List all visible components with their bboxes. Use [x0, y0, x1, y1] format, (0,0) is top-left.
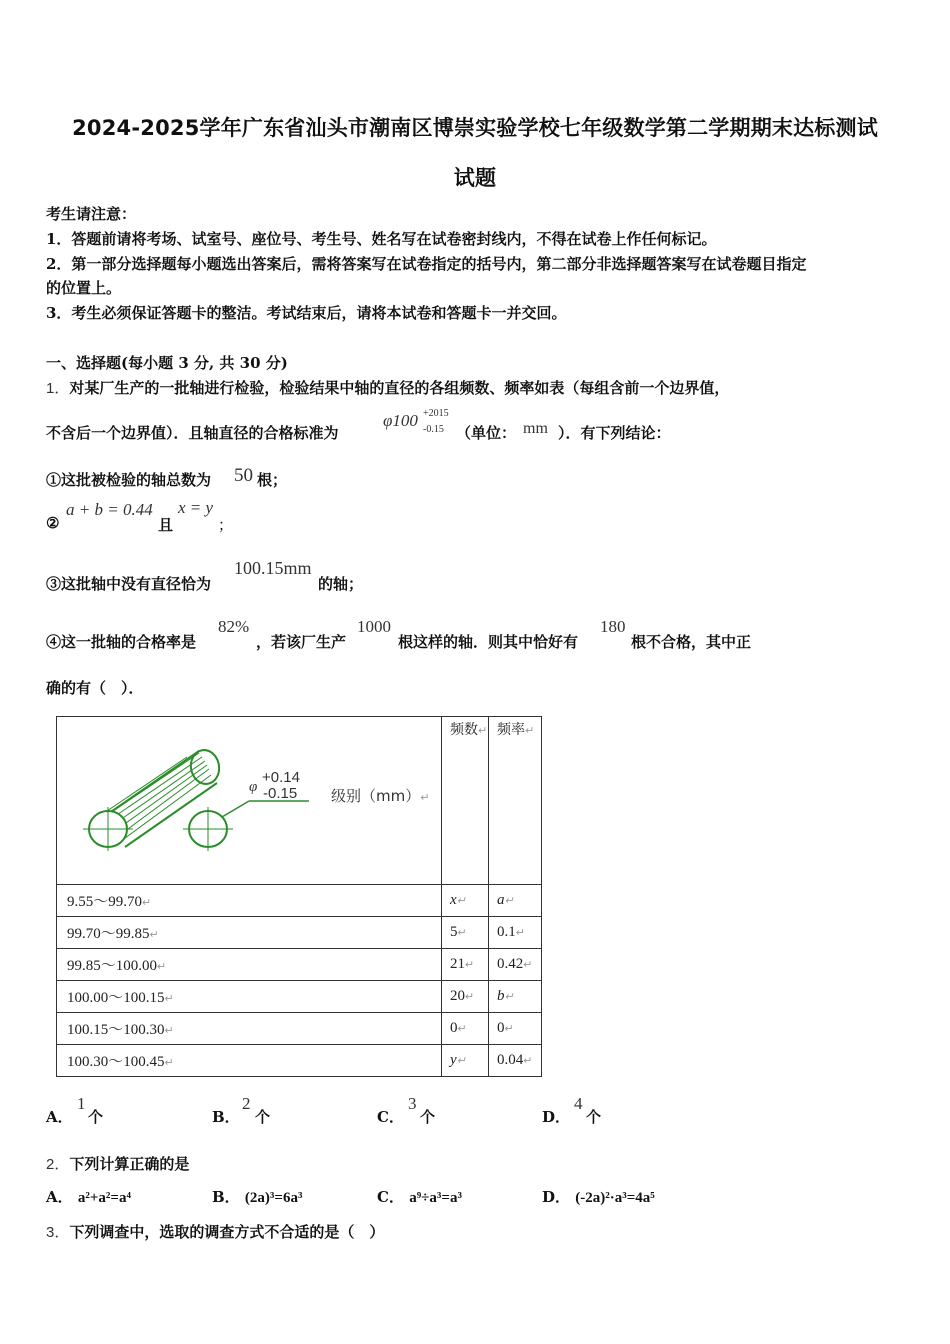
conclusion-1: ①这批被检验的轴总数为 [46, 471, 212, 489]
standard-upper-tol: +2015 [423, 408, 449, 419]
diameter-value: 100.15mm [234, 558, 312, 578]
equation-x-eq-y: x = y [178, 498, 214, 517]
conclusion-3-end: 的轴； [318, 575, 364, 593]
conclusion-4-end: 确的有（ ）． [46, 679, 144, 697]
option-letter: B． [212, 1188, 240, 1206]
conclusion-1-end: 根； [257, 471, 288, 489]
frequency-cell: 0.1↵ [489, 917, 542, 949]
table-row [57, 949, 542, 981]
question-1-line2 [46, 422, 339, 443]
tolerance-lower: -0.15 [263, 785, 298, 802]
option-b-unit: 个 [255, 1108, 271, 1126]
conclusion-4: ④这一批轴的合格率是 [46, 633, 197, 651]
phi-symbol: φ [249, 779, 258, 795]
table-row [57, 981, 542, 1013]
range-cell: 99.70～99.85↵ [57, 917, 442, 949]
frequency-cell: b↵ [489, 981, 542, 1013]
option-d-unit: 个 [586, 1108, 602, 1126]
option-a-value: 1 [77, 1094, 86, 1113]
header-frequency: 频率↵ [489, 717, 542, 885]
table-row [57, 1013, 542, 1045]
option-b[interactable] [212, 1106, 240, 1127]
unit-open: （单位： [456, 424, 517, 442]
range-cell: 100.15～100.30↵ [57, 1013, 442, 1045]
frequency-cell: 0.04↵ [489, 1045, 542, 1077]
level-label: 级别（mm）↵ [331, 787, 430, 805]
option-text: (-2a)²·a³=4a⁵ [575, 1190, 655, 1206]
option-letter: A． [46, 1108, 73, 1126]
header-count: 频数↵ [442, 717, 489, 885]
option-letter: C． [377, 1188, 404, 1206]
option-c[interactable] [377, 1106, 404, 1127]
count-cell: y↵ [442, 1045, 489, 1077]
q2-option-d[interactable] [542, 1186, 655, 1207]
count-cell: 5↵ [442, 917, 489, 949]
option-a-unit: 个 [88, 1108, 104, 1126]
option-letter: C． [377, 1108, 404, 1126]
option-text: a²+a²=a⁴ [77, 1190, 131, 1206]
question-number: 3． [46, 1224, 70, 1241]
notice-item: 2．第一部分选择题每小题选出答案后，需将答案写在试卷指定的括号内，第二部分非选择题答案写在试卷题目指定 [46, 255, 807, 273]
question-text: 不含后一个边界值）．且轴直径的合格标准为 [46, 424, 339, 442]
q2-option-a[interactable] [46, 1186, 131, 1207]
conjunction-and: 且 [158, 516, 174, 534]
frequency-cell: 0↵ [489, 1013, 542, 1045]
option-letter: D． [542, 1108, 571, 1126]
range-cell: 100.00～100.15↵ [57, 981, 442, 1013]
option-a[interactable] [46, 1106, 73, 1127]
conclusion-3: ③这批轴中没有直径恰为 [46, 575, 212, 593]
table-row [57, 1045, 542, 1077]
option-c-value: 3 [408, 1094, 417, 1113]
question-1-line1 [46, 377, 729, 398]
notice-item: 的位置上。 [46, 279, 122, 297]
notice-heading: 考生请注意： [46, 205, 137, 223]
question-number: 2． [46, 1156, 70, 1173]
unit-mm: mm [523, 420, 548, 437]
q2-option-b[interactable] [212, 1186, 302, 1207]
range-cell: 99.85～100.00↵ [57, 949, 442, 981]
production-total: 1000 [357, 617, 391, 636]
question-text: 下列调查中，选取的调查方式不合适的是（ ） [69, 1223, 385, 1241]
option-c-unit: 个 [420, 1108, 436, 1126]
question-text: 对某厂生产的一批轴进行检验，检验结果中轴的直径的各组频数、频率如表（每组含前一个边界值， [69, 379, 730, 397]
exam-title-line2: 试题 [453, 166, 497, 190]
standard-base: φ100 [383, 411, 418, 430]
frequency-cell: 0.42↵ [489, 949, 542, 981]
pass-rate: 82% [218, 617, 250, 636]
notice-item: 1．答题前请将考场、试室号、座位号、考生号、姓名写在试卷密封线内，不得在试卷上作任何标记。 [46, 230, 717, 248]
table-header-row [57, 717, 542, 885]
question-3 [46, 1221, 384, 1242]
section-heading: 一、选择题(每小题 3 分, 共 30 分) [46, 354, 288, 372]
conclusion-2-end: ； [218, 516, 234, 534]
option-d-value: 4 [574, 1094, 583, 1113]
equation-a-plus-b: a + b = 0.44 [66, 500, 153, 519]
option-b-value: 2 [242, 1094, 251, 1113]
table-row [57, 885, 542, 917]
count-cell: 0↵ [442, 1013, 489, 1045]
count-cell: x↵ [442, 885, 489, 917]
count-cell: 21↵ [442, 949, 489, 981]
question-2 [46, 1153, 189, 1174]
option-letter: D． [542, 1188, 571, 1206]
question-number: 1． [46, 380, 70, 397]
total-count: 50 [234, 465, 253, 486]
figure-cell [57, 717, 442, 885]
count-cell: 20↵ [442, 981, 489, 1013]
option-text: (2a)³=6a³ [244, 1190, 303, 1206]
conclusion-4-part4: 根不合格，其中正 [631, 633, 752, 651]
option-letter: A． [46, 1188, 73, 1206]
q2-option-c[interactable] [377, 1186, 462, 1207]
standard-lower-tol: -0.15 [423, 424, 444, 435]
unit-close: ）．有下列结论： [558, 424, 671, 442]
option-text: a⁹÷a³=a³ [409, 1190, 462, 1206]
frequency-table [56, 716, 542, 1077]
range-cell: 100.30～100.45↵ [57, 1045, 442, 1077]
notice-item: 3．考生必须保证答题卡的整洁。考试结束后，请将本试卷和答题卡一并交回。 [46, 304, 567, 322]
frequency-cell: a↵ [489, 885, 542, 917]
conclusion-4-part3: 根这样的轴．则其中恰好有 [398, 633, 579, 651]
table-row [57, 917, 542, 949]
conclusion-4-part2: ，若该厂生产 [256, 633, 347, 651]
question-text: 下列计算正确的是 [69, 1155, 190, 1173]
tolerance-upper: +0.14 [262, 769, 300, 786]
range-cell: 9.55～99.70↵ [57, 885, 442, 917]
option-d[interactable] [542, 1106, 570, 1127]
option-letter: B． [212, 1108, 240, 1126]
conclusion-2: ② [46, 514, 60, 532]
exam-title-line1: 2024-2025学年广东省汕头市潮南区博崇实验学校七年级数学第二学期期末达标测试 [72, 116, 878, 140]
defective-count: 180 [600, 617, 626, 636]
